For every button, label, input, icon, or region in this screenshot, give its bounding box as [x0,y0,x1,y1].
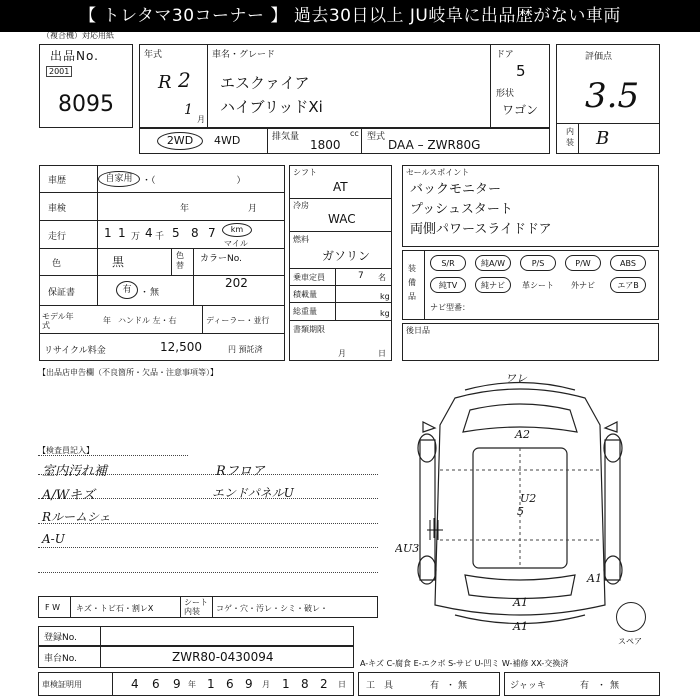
mileage-d3: 4 [145,226,153,240]
sales-point-2: プッシュスタート [410,202,513,217]
warranty-label: 保証書 [48,288,76,298]
notes-label: 【出品店申告欄（不良箇所・欠品・注意事項等）】 [38,368,218,377]
reg-label: 登録No. [44,633,77,643]
equip-airbag: エアB [610,277,646,293]
history-box [39,165,285,361]
inspector-label: 【検査員記入】 [38,446,94,455]
year-month: 1 [184,102,193,118]
doc-period-month: 月 [338,349,346,358]
cert-unit-day: 日 [338,680,346,689]
year-value: 2 [178,68,191,92]
inspector-note-2: A/Wキズ [42,488,95,503]
tools-sep: ・ [446,681,456,691]
recycle-unit: 円 預託済 [228,345,263,354]
jack-yes: 有 [580,681,590,691]
lot-label: 出品No. [50,49,99,63]
tools-yes: 有 [430,681,440,691]
jack-no: 無 [610,681,620,691]
cert-d8: 8 [301,677,309,691]
drive-2wd: 2WD [157,132,203,150]
fuel-value: ガソリン [322,249,371,263]
score-label: 評価点 [585,52,613,62]
cert-d4: 1 [207,677,215,691]
reki-value: 自家用 [98,171,140,187]
reki-label: 車歴 [48,176,67,186]
capacity-unit: 名 [378,273,386,282]
equipment-label: 装備品 [408,264,416,301]
later-notes-box [402,323,659,361]
diagram-mark-u2: U2 [520,492,537,505]
interior-value: B [596,128,610,149]
cert-d3: 9 [173,677,181,691]
equip-abs: ABS [610,255,646,271]
year-month-unit: 月 [197,115,205,124]
mileage-label: 走行 [48,232,67,242]
fw-text: キズ・トビ石・割レX [76,604,154,613]
cert-d2: 6 [152,677,160,691]
tools-no: 無 [458,681,468,691]
tools-label: 工 具 [366,681,394,691]
diagram-mark-a1-bumper: A1 [513,620,528,633]
interior-label: 内装 [566,127,574,147]
reki-paren: ・（ ） [142,176,246,186]
shape-label: 形状 [496,89,515,99]
seat-text: コゲ・穴・汚レ・シミ・破レ・ [216,604,328,613]
fuel-label: 燃料 [293,235,309,244]
page-banner: 【 トレタマ30コーナー 】 過去30日以上 JU岐阜に出品歴がない車両 [0,0,700,32]
cert-unit-year: 年 [188,680,196,689]
color-change: 色替 [176,251,184,270]
diagram-mark-a1-side: A1 [587,572,602,585]
doors-value: 5 [516,62,526,80]
shape-value: ワゴン [502,103,539,117]
year-label: 年式 [144,50,163,60]
capacity-value: 7 [358,271,364,281]
inspector-note-1: 室内汚れ補 [42,464,108,479]
model-name: エスクァイア [220,74,310,92]
model-code-value: DAA – ZWR80G [388,138,481,152]
cert-d6: 9 [245,677,253,691]
cert-unit-month: 月 [262,680,270,689]
recycle-label: リサイクル料金 [44,346,106,356]
weight-unit: kg [380,309,390,318]
mileage-d4: 5 [172,226,180,240]
warranty-sep: ・ [140,288,150,298]
mileage-d2: 1 [118,226,126,240]
color-label: 色 [52,259,62,269]
lot-stamp: 2001 [46,66,72,77]
top-note: （複合機）対応用紙 [42,31,114,40]
shaken-month: 月 [248,204,258,214]
sales-point-3: 両側パワースライドドア [410,222,552,237]
cert-d5: 6 [226,677,234,691]
drive-4wd: 4WD [214,134,241,147]
inspector-note-4: A-U [42,532,65,546]
model-grade: ハイブリッドXi [220,98,323,116]
damage-legend: A-キズ C-腐食 E-エクボ S-サビ U-凹ミ W-補修 XX-交換済 [360,659,569,668]
weight-label: 総重量 [293,307,317,316]
color-no: 202 [225,276,248,290]
warranty-no: 無 [150,288,160,298]
displacement-value: 1800 [310,138,341,152]
equip-aw: 純A/W [475,255,511,271]
model-label: 車名・グレード [212,50,276,60]
diagram-mark-ware: ワレ [505,372,527,385]
diagram-mark-au3: AU3 [395,542,420,555]
shaken-year: 年 [180,204,190,214]
load-label: 積載量 [293,290,317,299]
recycle-value: 12,500 [160,340,202,354]
doc-period-day: 日 [378,349,386,358]
model-code-label: 型式 [367,132,386,142]
capacity-label: 乗車定員 [293,273,325,282]
color-value: 黒 [112,255,125,269]
mileage-d1: 1 [104,226,112,240]
warranty-yes: 有 [116,281,138,299]
doors-label: ドア [496,50,514,60]
year-era: R [158,72,172,93]
equip-pw: P/W [565,255,601,271]
navi-model-label: ナビ型番： [430,303,470,312]
seat-label: シート内装 [184,598,208,616]
cert-d1: 4 [131,677,139,691]
sales-point-1: バックモニター [410,182,502,197]
later-notes-label: 後日品 [406,326,430,335]
jack-label: ジャッキ [510,681,546,691]
aircon-value: WAC [328,212,356,226]
cert-label: 車検証明用 [42,680,82,689]
equip-ps: P/S [520,255,556,271]
fw-label: F W [45,603,61,612]
mileage-man: 万 [131,232,141,242]
displacement-unit: cc [350,129,359,138]
inspector-note-6: エンドパネルU [212,486,294,500]
handle-text: ハンドル 左・右 [118,316,177,325]
aircon-label: 冷房 [293,201,309,210]
color-no-label: カラーNo. [200,254,242,264]
load-unit: kg [380,292,390,301]
mileage-sen: 千 [155,232,165,242]
mileage-km: km [222,223,252,237]
equip-sr: S/R [430,255,466,271]
dealer-text: ディーラー・並行 [206,316,270,325]
score-value: 3.5 [585,76,640,116]
doc-period-label: 書類期限 [293,325,325,334]
spare-label: スペア [618,637,642,646]
shift-label: シフト [293,168,317,177]
inspector-note-3: Rルームシェ [42,510,111,524]
diagram-mark-a2: A2 [515,428,530,441]
inspector-note-5: Rフロア [216,464,265,479]
equip-leather: 革シート [522,281,554,290]
sales-points-label: セールスポイント [406,168,470,177]
model-year-label: モデル年式 [42,312,74,330]
mileage-d5: 8 [191,226,199,240]
shift-value: AT [333,180,348,194]
displacement-label: 排気量 [272,132,300,142]
cert-d9: 2 [320,677,328,691]
jack-sep: ・ [597,681,607,691]
chassis-value: ZWR80-0430094 [172,650,274,664]
diagram-mark-5: 5 [517,505,524,518]
mileage-mile: マイル [224,239,248,248]
mileage-d6: 7 [208,226,216,240]
chassis-label: 車台No. [44,654,77,664]
cert-d7: 1 [282,677,290,691]
equip-navi: 純ナビ [475,277,511,293]
shaken-label: 車検 [48,204,67,214]
spare-tire-icon [616,602,646,632]
diagram-mark-a1-rear: A1 [513,596,528,609]
model-year-unit: 年 [103,316,111,325]
reg-row [38,626,354,646]
equip-ext-navi: 外ナビ [571,281,595,290]
equip-tv: 純TV [430,277,466,293]
lot-number: 8095 [58,92,114,117]
